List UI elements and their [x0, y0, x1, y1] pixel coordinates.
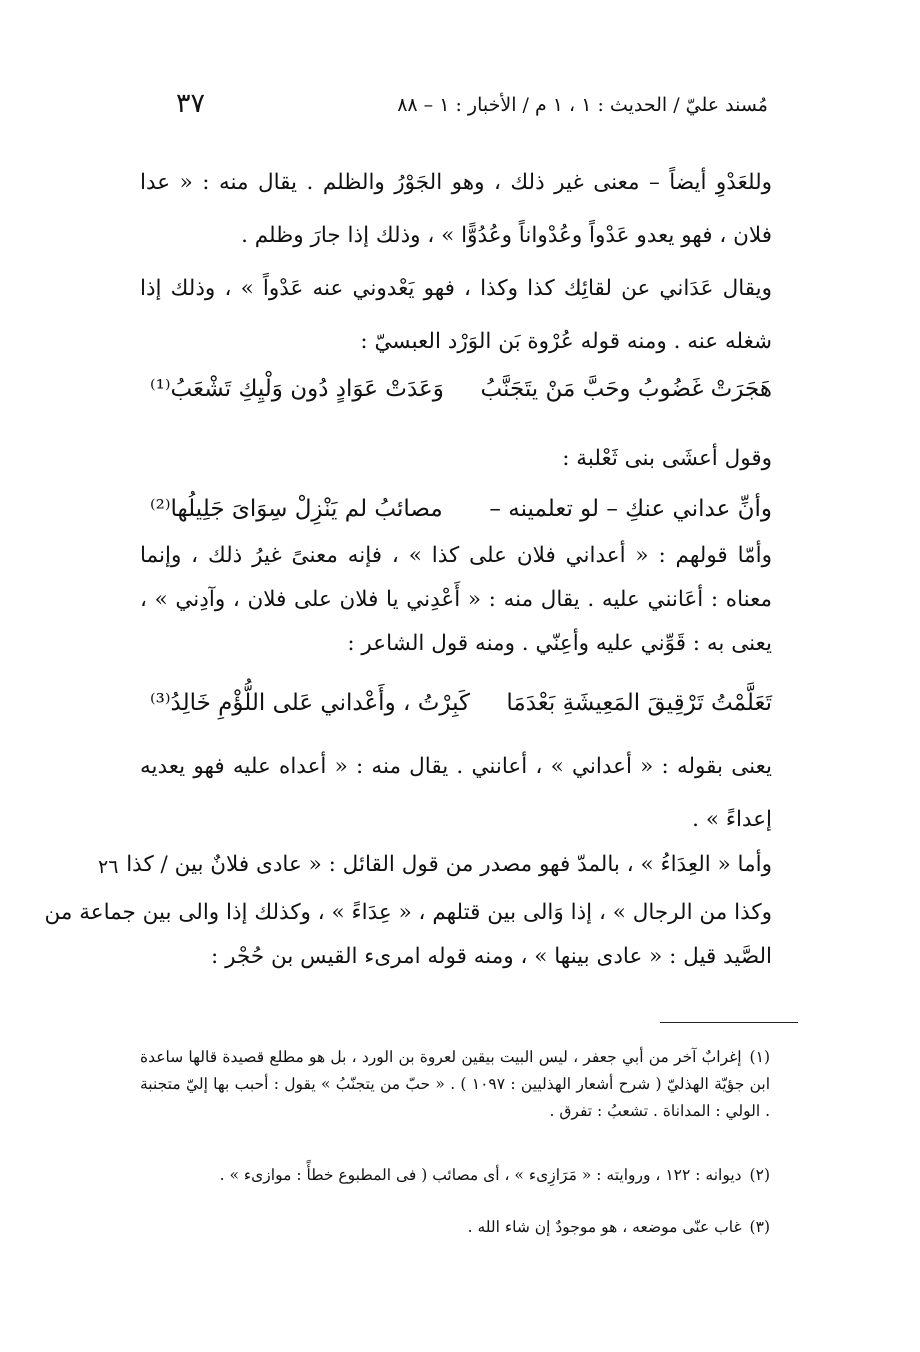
- footnote-2-marker: (٢): [749, 1166, 770, 1184]
- paragraph-6-line-1: وأما « العِدَاءُ » ، بالمدّ فهو مصدر من قول القائل : « عادى فلانٌ بين / كذا: [126, 852, 772, 877]
- verse-3-second-hemistich: كَبِرْتُ ، وأَعْداني عَلى اللُّؤْمِ خَالِدُ⁽³⁾: [150, 690, 470, 716]
- footnote-3: [140, 1214, 770, 1241]
- footnote-separator: [660, 1022, 798, 1023]
- paragraph-1: وللعَدْوِ أيضاً – معنى غير ذلك ، وهو الجَوْرُ والظلم . يقال منه : « عدا فلان ، فهو يعدو عَدْواً وعُدْواناً وعُدُوًّا » ، وذلك إذا جارَ وظلم .: [140, 170, 772, 248]
- verse-3: [140, 682, 772, 732]
- footnote-2: [140, 1162, 770, 1189]
- paragraph-2: ويقال عَدَاني عن لقائِك كذا وكذا ، فهو يَعْدوني عنه عَدْواً » ، وذلك إذا شغله عنه . ومنه قوله عُرْوة بَن الوَرْد العبسيّ :: [140, 276, 772, 354]
- verse-2: [140, 488, 772, 538]
- running-header: مُسند عليّ / الحديث : ١ ، ١ م / الأخبار : ١ – ٨٨: [397, 94, 768, 116]
- paragraph-5: يعنى بقوله : « أعداني » ، أعانني . يقال منه : « أعداه عليه فهو يعديه إعداءً » .: [140, 754, 772, 832]
- verse-3-first-hemistich: تَعَلَّمْتُ تَرْقِيقَ المَعِيشَةِ بَعْدَمَا: [506, 690, 772, 716]
- verse-1-first-hemistich: هَجَرَتْ غَضُوبُ وحَبَّ مَنْ يتَجَنَّبُ: [480, 376, 772, 402]
- footnote-3-marker: (٣): [749, 1218, 770, 1236]
- footnote-1-marker: (١): [749, 1048, 770, 1066]
- verse-1-second-hemistich: وَعَدَتْ عَوَادٍ دُون وَلْيِكِ تَشْعَبُ⁽¹⁾: [150, 376, 444, 402]
- footnote-3-text: غاب عنّى موضعه ، هو موجودٌ إن شاء الله .: [467, 1218, 742, 1236]
- margin-reference-number: ٢٦: [98, 856, 119, 878]
- paragraph-6-line-2: وكذا من الرجال » ، إذا وَالى بين قتلهم ، « عِدَاءً » ، وكذلك إذا والى بين جماعة من: [44, 900, 772, 925]
- paragraph-6-line-3: الصَّيد قيل : « عادى بينها » ، ومنه قوله امرىء القيس بن حُجْر :: [211, 944, 772, 969]
- page-number: ٣٧: [176, 88, 206, 119]
- footnote-2-text: ديوانه : ١٢٢ ، وروايته : « مَرَازِىء » ، أى مصائب ( فى المطبوع خطأً : موازىء » .: [219, 1166, 742, 1184]
- footnote-1: [140, 1044, 770, 1125]
- verse-1: [140, 368, 772, 418]
- verse-2-first-hemistich: وأنِّ عداني عنكِ – لو تعلمينه –: [489, 496, 772, 522]
- paragraph-3: وقول أعشَى بنى ثَعْلبة :: [562, 446, 772, 471]
- verse-2-second-hemistich: مصائبُ لم يَنْزِلْ سِوَاىَ جَلِيلُها⁽²⁾: [150, 496, 443, 522]
- paragraph-4: وأمّا قولهم : « أعداني فلان على كذا » ، فإنه معنىً غيرُ ذلك ، وإنما معناه : أعَانني عليه . يقال منه : « أَعْدِني يا فلان على فلان ، وآدِني » ، يعنى به : قَوِّني عليه وأعِنّي . ومنه قول الشاعر :: [140, 543, 772, 656]
- footnote-1-text: إغرابٌ آخر من أبي جعفر ، ليس البيت بيقين لعروة بن الورد ، بل هو مطلع قصيدة قالها ساعدة ابن جؤيّة الهذليّ ( شرح أشعار الهذليين : ١٠٩٧ ) . « حبّ من يتجنّبُ » يقول : أحبب بها إليّ متجنبة . الولي : المداناة . تشعبُ : تفرق .: [140, 1048, 771, 1120]
